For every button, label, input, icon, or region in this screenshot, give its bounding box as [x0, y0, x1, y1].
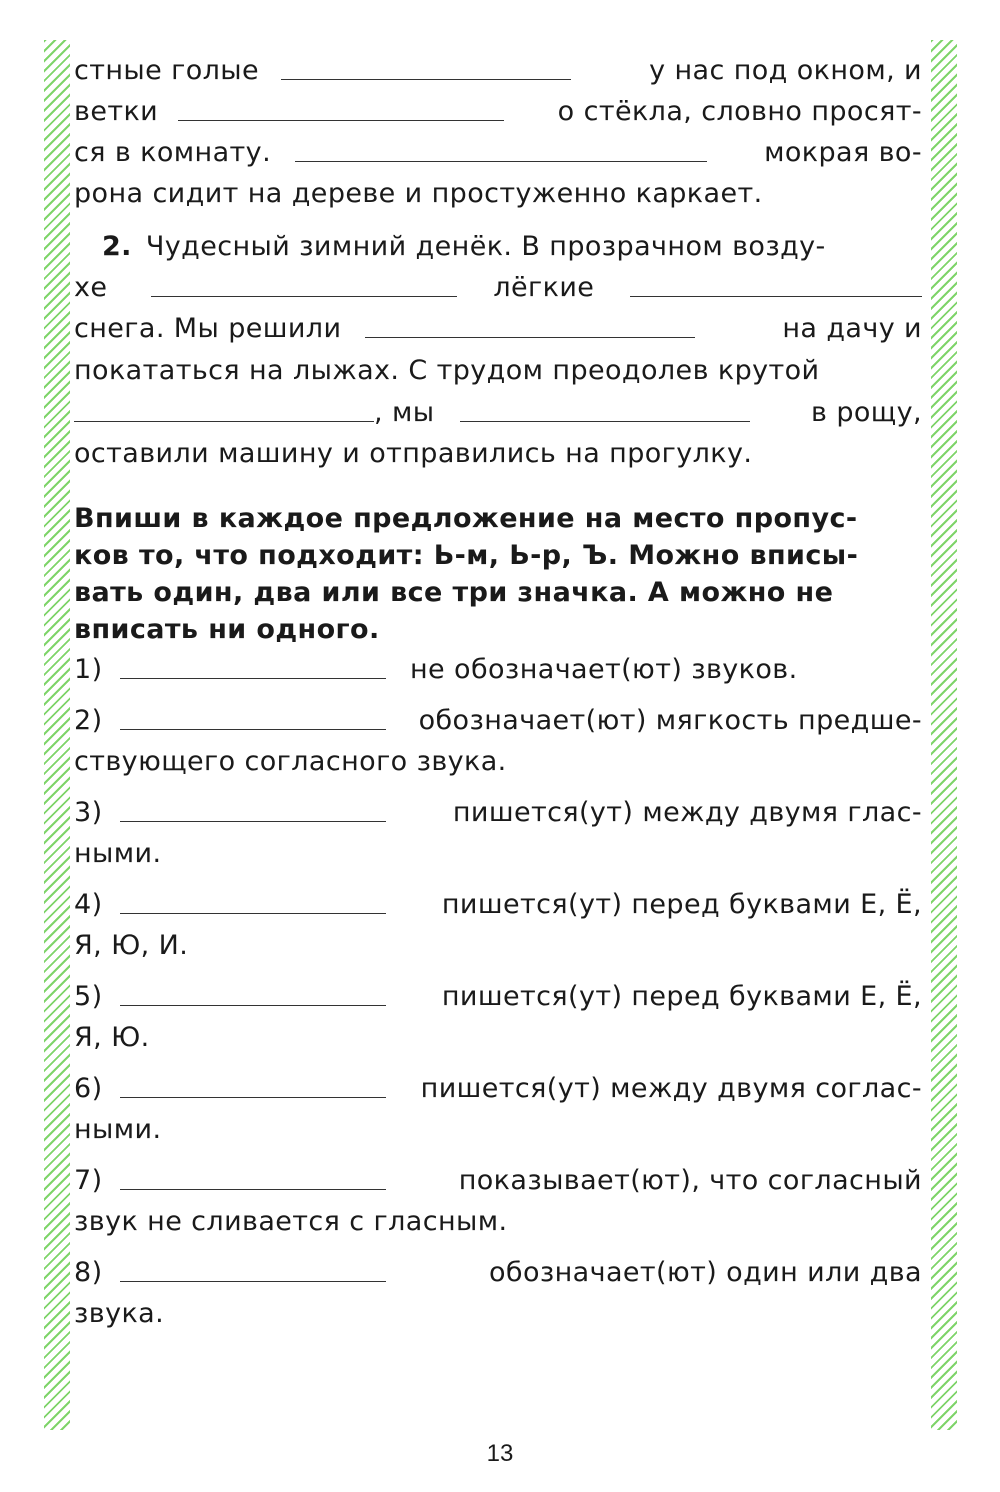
item-text: Я, Ю.: [74, 1022, 150, 1053]
item-6: [74, 1066, 922, 1106]
answer-blank[interactable]: [120, 913, 386, 914]
item-8: [74, 1250, 922, 1290]
answer-blank[interactable]: [74, 421, 374, 422]
answer-blank[interactable]: [365, 337, 695, 338]
answer-blank[interactable]: [151, 296, 457, 297]
text-fragment: лёгкие: [493, 272, 595, 303]
item-8-continuation: [74, 1291, 922, 1331]
answer-blank[interactable]: [120, 1281, 386, 1282]
item-number: 4): [74, 889, 103, 920]
text-line: [74, 390, 922, 430]
answer-blank[interactable]: [460, 421, 750, 422]
item-text: звука.: [74, 1298, 165, 1329]
item-4: [74, 882, 922, 922]
answer-blank[interactable]: [281, 79, 571, 80]
text-fragment: , мы: [374, 397, 435, 428]
text-fragment: вать один, два или все три значка. А можно не: [74, 577, 834, 608]
text-line: [74, 348, 922, 388]
item-7-continuation: [74, 1199, 922, 1239]
instruction-line: [74, 533, 922, 573]
item-7: [74, 1158, 922, 1198]
item-number: 6): [74, 1073, 103, 1104]
item-3-continuation: [74, 831, 922, 871]
item-text: пишется(ут) между двумя глас-: [452, 797, 922, 828]
instruction-line: [74, 496, 922, 536]
text-fragment: хе: [74, 272, 108, 303]
item-text: показывает(ют), что согласный: [458, 1165, 922, 1196]
item-5: [74, 974, 922, 1014]
item-2-continuation: [74, 739, 922, 779]
text-fragment: оставили машину и отправились на прогулку.: [74, 438, 753, 469]
item-2: [74, 698, 922, 738]
item-number: 3): [74, 797, 103, 828]
text-fragment: вписать ни одного.: [74, 614, 380, 645]
answer-blank[interactable]: [120, 1005, 386, 1006]
item-number: 8): [74, 1257, 103, 1288]
item-1: [74, 647, 922, 687]
text-fragment: мокрая во-: [764, 137, 922, 168]
text-fragment: ветки: [74, 96, 159, 127]
answer-blank[interactable]: [120, 1189, 386, 1190]
text-fragment: покататься на лыжах. С трудом преодолев крутой: [74, 355, 820, 386]
item-text: не обозначает(ют) звуков.: [410, 654, 798, 685]
text-line: [74, 171, 922, 211]
instruction-line: [74, 607, 922, 647]
text-fragment: ся в комнату.: [74, 137, 272, 168]
text-fragment: ков то, что подходит: Ь-м, Ь-р, Ъ. Можно вписы-: [74, 540, 859, 571]
answer-blank[interactable]: [120, 1097, 386, 1098]
item-number: 5): [74, 981, 103, 1012]
item-text: пишется(ут) перед буквами Е, Ё,: [441, 981, 922, 1012]
answer-blank[interactable]: [120, 678, 386, 679]
exercise-number: 2.: [102, 231, 132, 262]
item-number: 1): [74, 654, 103, 685]
answer-blank[interactable]: [120, 821, 386, 822]
text-fragment: Чудесный зимний денёк. В прозрачном возду-: [145, 231, 826, 262]
item-number: 2): [74, 705, 103, 736]
item-6-continuation: [74, 1107, 922, 1147]
item-number: 7): [74, 1165, 103, 1196]
text-fragment: на дачу и: [782, 313, 922, 344]
item-text: ными.: [74, 838, 162, 869]
answer-blank[interactable]: [630, 296, 922, 297]
text-fragment: Впиши в каждое предложение на место пропус-: [74, 503, 858, 534]
answer-blank[interactable]: [178, 120, 504, 121]
answer-blank[interactable]: [295, 161, 707, 162]
text-line: [74, 431, 922, 471]
right-decorative-stripe: [931, 40, 957, 1430]
item-text: обозначает(ют) мягкость предше-: [418, 705, 922, 736]
text-line: [74, 130, 922, 170]
item-text: Я, Ю, И.: [74, 930, 189, 961]
text-line: [74, 306, 922, 346]
text-fragment: рона сидит на дереве и простуженно каркает.: [74, 178, 763, 209]
text-line: [74, 265, 922, 305]
item-text: звук не сливается с гласным.: [74, 1206, 508, 1237]
item-3: [74, 790, 922, 830]
text-fragment: стные голые: [74, 55, 260, 86]
text-fragment: в рощу,: [811, 397, 922, 428]
item-text: обозначает(ют) один или два: [488, 1257, 922, 1288]
item-text: пишется(ут) перед буквами Е, Ё,: [441, 889, 922, 920]
item-text: ствующего согласного звука.: [74, 746, 507, 777]
item-text: пишется(ут) между двумя соглас-: [420, 1073, 922, 1104]
item-text: ными.: [74, 1114, 162, 1145]
text-fragment: у нас под окном, и: [649, 55, 922, 86]
exercise-2-line: [74, 224, 922, 264]
item-4-continuation: [74, 923, 922, 963]
instruction-line: [74, 570, 922, 610]
text-line: [74, 48, 922, 88]
text-line: [74, 89, 922, 129]
item-5-continuation: [74, 1015, 922, 1055]
text-fragment: снега. Мы решили: [74, 313, 342, 344]
left-decorative-stripe: [44, 40, 70, 1430]
text-fragment: о стёкла, словно просят-: [557, 96, 922, 127]
page-number: 13: [486, 1440, 514, 1467]
answer-blank[interactable]: [120, 729, 386, 730]
